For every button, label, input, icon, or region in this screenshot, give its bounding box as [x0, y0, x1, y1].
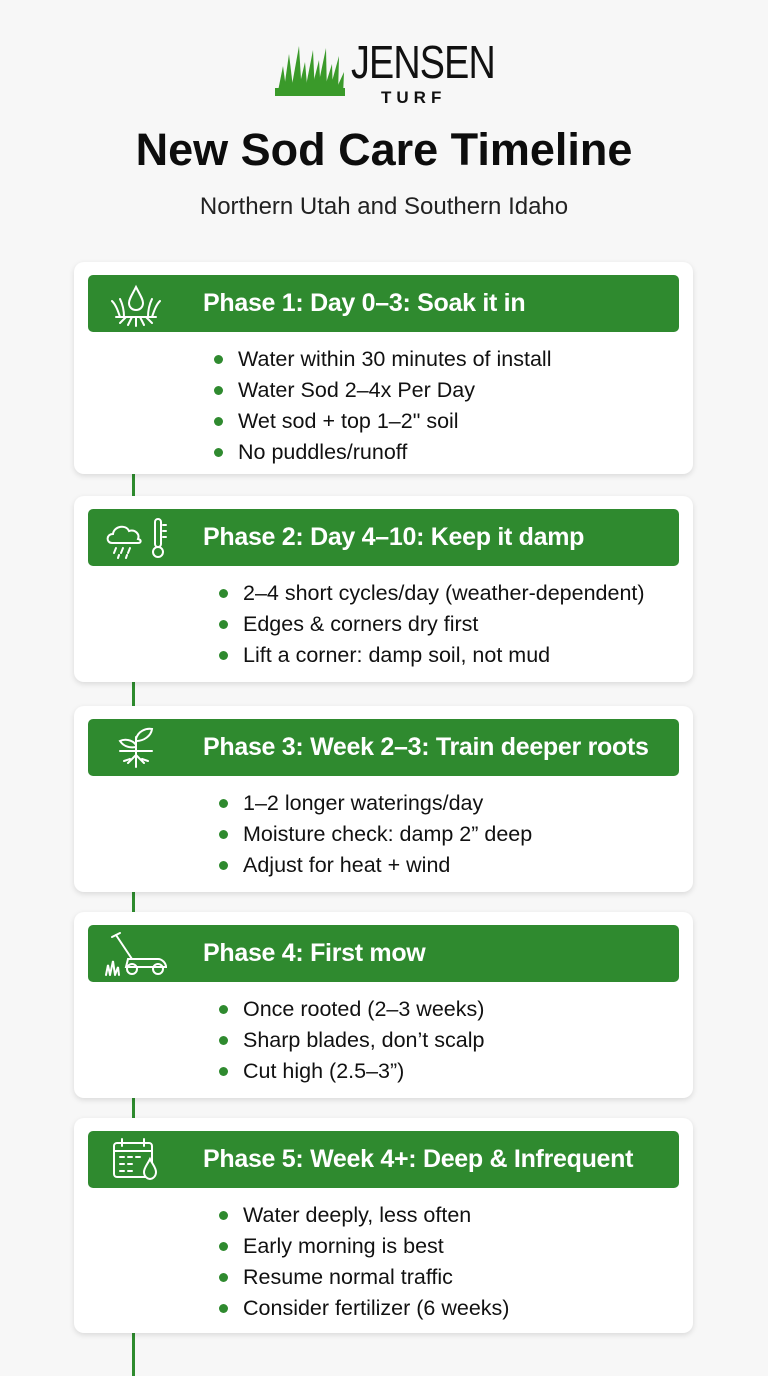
phase-header-5 — [88, 1131, 679, 1188]
list-item: Once rooted (2–3 weeks) — [219, 994, 484, 1025]
list-item: Adjust for heat + wind — [219, 850, 532, 881]
list-item: Wet sod + top 1–2" soil — [214, 406, 551, 437]
list-item: Resume normal traffic — [219, 1262, 509, 1293]
page-subtitle: Northern Utah and Southern Idaho — [199, 193, 569, 220]
phase-title-3: Phase 3: Week 2–3: Train deeper roots — [203, 733, 649, 761]
phase-list-5 — [219, 1200, 509, 1324]
phase-list-2 — [219, 578, 645, 671]
brand-subname: TURF — [381, 88, 447, 107]
list-item: Consider fertilizer (6 weeks) — [219, 1293, 509, 1324]
list-item: 2–4 short cycles/day (weather-dependent) — [219, 578, 645, 609]
phase-card-4 — [74, 912, 693, 1098]
calendar-drop-icon — [102, 1137, 170, 1183]
list-item: Moisture check: damp 2” deep — [219, 819, 532, 850]
phase-list-3 — [219, 788, 532, 881]
rain-cloud-thermometer-icon — [102, 515, 170, 561]
phase-card-1 — [74, 262, 693, 474]
list-item: No puddles/runoff — [214, 437, 551, 468]
list-item: Cut high (2.5–3”) — [219, 1056, 484, 1087]
phase-title-1: Phase 1: Day 0–3: Soak it in — [203, 289, 526, 317]
phase-header-1 — [88, 275, 679, 332]
phase-list-1 — [214, 344, 551, 468]
brand-logo — [0, 36, 768, 112]
phase-header-4 — [88, 925, 679, 982]
list-item: Edges & corners dry first — [219, 609, 645, 640]
phase-header-3 — [88, 719, 679, 776]
phase-card-3 — [74, 706, 693, 892]
phase-header-2 — [88, 509, 679, 566]
phase-title-5: Phase 5: Week 4+: Deep & Infrequent — [203, 1145, 634, 1173]
page-title: New Sod Care Timeline — [135, 124, 633, 175]
sprout-roots-icon — [102, 725, 170, 771]
list-item: Water within 30 minutes of install — [214, 344, 551, 375]
list-item: Water Sod 2–4x Per Day — [214, 375, 551, 406]
list-item: Water deeply, less often — [219, 1200, 509, 1231]
water-drop-roots-icon — [102, 281, 170, 327]
lawn-mower-icon — [102, 931, 170, 977]
phase-list-4 — [219, 994, 484, 1087]
phase-title-2: Phase 2: Day 4–10: Keep it damp — [203, 523, 585, 551]
list-item: Early morning is best — [219, 1231, 509, 1262]
phase-card-2 — [74, 496, 693, 682]
list-item: Sharp blades, don’t scalp — [219, 1025, 484, 1056]
list-item: Lift a corner: damp soil, not mud — [219, 640, 645, 671]
brand-name: JENSEN — [351, 36, 495, 88]
grass-icon — [275, 44, 345, 96]
phase-card-5 — [74, 1118, 693, 1333]
phase-title-4: Phase 4: First mow — [203, 939, 426, 967]
list-item: 1–2 longer waterings/day — [219, 788, 532, 819]
